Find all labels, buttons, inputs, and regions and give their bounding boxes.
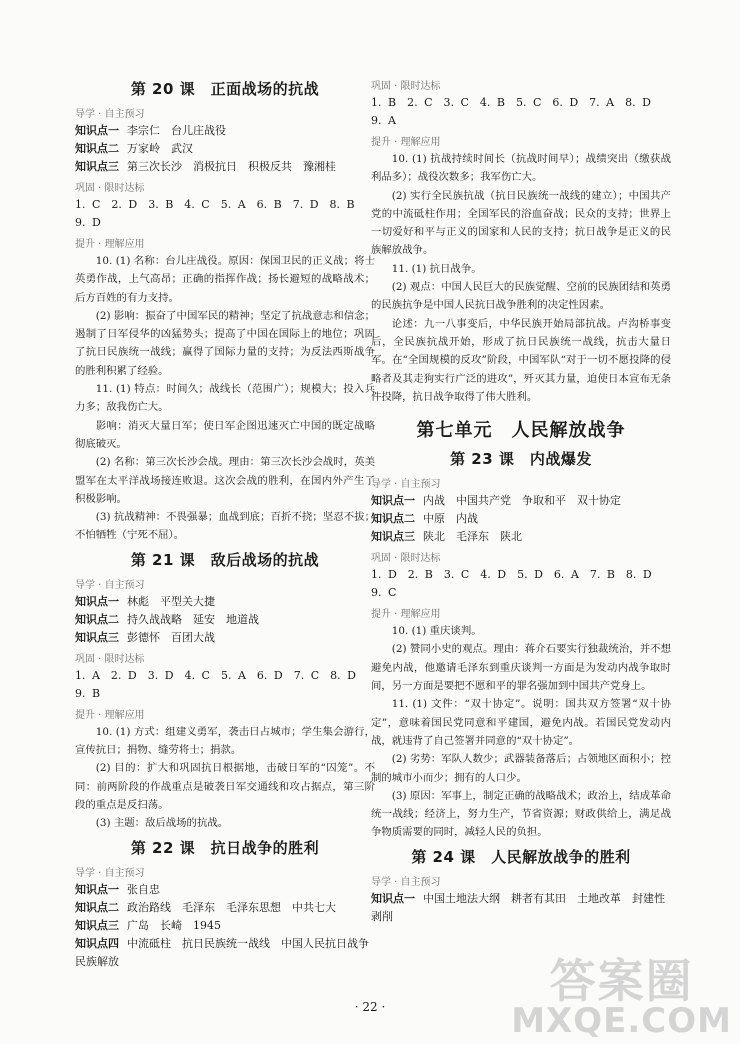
knowledge-point-text: 万家岭 武汉: [127, 142, 193, 155]
answer-paragraph: (2) 目的：扩大和巩固抗日根据地，击破日军的“囚笼”。不同：前两阶段的作战重点是破袭日军交通线和攻占据点，第三阶段的重点是反扫荡。: [75, 762, 375, 811]
knowledge-point-label: 知识点二: [75, 612, 119, 626]
knowledge-point-text: 陕北 毛泽东 陕北: [423, 530, 522, 544]
knowledge-point-text: 张自忠: [127, 882, 160, 896]
knowledge-point-text: 广岛 长崎 1945: [127, 918, 221, 932]
answer-paragraph: 11. (1) 文件：“双十协定”。说明：国共双方签署“双十协定”，意味着国民党同意和平建国，避免内战。若国民党发动内战，就违背了自己签署并同意的“双十协定”。: [371, 698, 671, 747]
knowledge-point: [75, 935, 380, 971]
knowledge-point-text: 中原 内战: [423, 512, 478, 526]
answer-paragraph: 论述：九一八事变后，中华民族开始局部抗战。卢沟桥事变后，全民族抗战开始，形成了抗日民族统一战线，抗击大量日军。在“全国规模的反攻”阶段，中国军队“对于一切不愿投降的侵略者及其走狗实行广泛的进攻”，歼灭其力量，迫使日本宣布无条件投降，抗日战争取得了伟大胜利。: [371, 317, 671, 403]
section-label: 提升 · 理解应用: [371, 609, 441, 621]
knowledge-point: [371, 510, 671, 528]
answer-paragraph: (2) 赞同小史的观点。理由：蒋介石要实行独裁统治，并不想避免内战，他邀请毛泽东到重庆谈判一方面是为发动内战争取时间，另一方面是要把不愿和平的罪名强加到中国共产党身上。: [371, 643, 671, 693]
knowledge-point: [75, 593, 375, 611]
knowledge-point-label: 知识点三: [75, 160, 119, 173]
watermark-logo: [511, 954, 732, 1041]
knowledge-point: [75, 158, 375, 176]
section-label: 巩固 · 限时达标: [75, 653, 145, 665]
knowledge-point: [75, 140, 375, 158]
knowledge-point-label: 知识点一: [75, 594, 119, 608]
answer-paragraph: (2) 劣势：军队人数少；武器装备落后；占领地区面积小；控制的城市小而少；拥有的人口少。: [371, 753, 671, 784]
section-label: 导学 · 自主预习: [371, 479, 441, 491]
knowledge-point: [75, 122, 375, 140]
answer-paragraph: 11. (1) 抗日战争。: [391, 262, 482, 275]
knowledge-point-text: 中国土地法大纲 耕者有其田 土地改革 封建性剥削: [371, 891, 665, 923]
knowledge-point: [75, 899, 375, 917]
section-label: 导学 · 自主预习: [75, 109, 145, 120]
answer-paragraph: (3) 原因：军事上，制定正确的战略战术；政治上，结成革命统一战线；经济上，努力生产，节省资源；财政供给上，满足战争物质需要的同时，减轻人民的负担。: [371, 789, 671, 839]
knowledge-point: [371, 890, 671, 926]
page-number: · 22 ·: [354, 1000, 386, 1014]
knowledge-point-text: 持久战战略 延安 地道战: [127, 612, 259, 626]
knowledge-point-label: 知识点一: [75, 124, 119, 137]
answer-paragraph: (2) 实行全民族抗战（抗日民族统一战线的建立）；中国共产党的中流砥柱作用；全国军民的浴血奋战；民众的支持；世界上一切爱好和平与正义的国家和人民的支持；抗日战争是正义的民族解放战争。: [371, 189, 671, 257]
knowledge-point: [75, 881, 375, 899]
section-label: 巩固 · 限时达标: [371, 553, 441, 565]
answer-paragraph: 11. (1) 特点：时间久；战线长（范围广）；规模大；投入兵力多；敌我伤亡大。: [75, 383, 375, 414]
watermark-line2: MXQE.COM: [511, 1001, 732, 1041]
knowledge-point-text: 政治路线 毛泽东 毛泽东思想 中共七大: [127, 900, 336, 914]
knowledge-point: [371, 528, 671, 546]
knowledge-point: [75, 917, 375, 935]
answer-paragraph: 影响：消灭大量日军；使日军企图迅速灭亡中国的既定战略彻底破灭。: [75, 419, 375, 450]
knowledge-point-label: 知识点一: [371, 891, 415, 905]
knowledge-point: [371, 492, 671, 510]
knowledge-point-label: 知识点三: [75, 918, 119, 932]
unit-title: 第七单元 人民解放战争: [416, 420, 626, 442]
knowledge-point-label: 知识点二: [75, 900, 119, 914]
watermark-line1: 答案圈: [549, 954, 694, 1008]
knowledge-point-label: 知识点一: [75, 882, 119, 896]
section-label: 提升 · 理解应用: [75, 709, 145, 721]
answer-paragraph: (3) 主题：敌后战场的抗战。: [95, 817, 229, 830]
knowledge-point-text: 内战 中国共产党 争取和平 双十协定: [423, 494, 621, 508]
knowledge-point-label: 知识点三: [371, 530, 415, 544]
answer-key: 1. C 2. D 3. B 4. C 5. A 6. B 7. D 8. B 9. D: [75, 198, 366, 229]
lesson-title: 第 21 课 敌后战场的抗战: [130, 550, 320, 569]
knowledge-point-label: 知识点一: [371, 494, 415, 508]
knowledge-point-text: 彭德怀 百团大战: [127, 630, 215, 644]
section-label: 导学 · 自主预习: [371, 876, 441, 888]
knowledge-point: [75, 629, 375, 647]
answer-key: 1. A 2. D 3. D 4. C 5. A 6. D 7. C 8. D 9. B: [75, 668, 367, 700]
knowledge-point-label: 知识点三: [75, 630, 119, 644]
lesson-title: 第 20 课 正面战场的抗战: [130, 80, 320, 98]
lesson-title: 第 24 课 人民解放战争的胜利: [411, 847, 631, 866]
answer-paragraph: 10. (1) 重庆谈判。: [391, 625, 482, 638]
knowledge-point-text: 林彪 平型关大捷: [127, 594, 215, 608]
section-label: 提升 · 理解应用: [371, 137, 441, 148]
answer-paragraph: (2) 观点：中国人民巨大的民族觉醒、空前的民族团结和英勇的民族抗争是中国人民抗日战争胜利的决定性因素。: [371, 281, 671, 312]
knowledge-point-text: 第三次长沙 消极抗日 积极反共 豫湘桂: [127, 160, 336, 173]
answer-paragraph: 10. (1) 方式：组建义勇军，袭击日占城市；学生集会游行，宣传抗日；捐物、缝劳将士；捐款。: [75, 725, 375, 757]
lesson-title: 第 23 课 内战爆发: [450, 450, 592, 469]
left-column: [75, 74, 380, 971]
section-label: 巩固 · 限时达标: [371, 81, 441, 92]
knowledge-point-text: 李宗仁 台儿庄战役: [127, 124, 226, 137]
answer-paragraph: 10. (1) 抗战持续时间长（抗战时间早）；战绩突出（缴获战利品多）；战役次数多；我军伤亡大。: [371, 153, 671, 184]
knowledge-point: [75, 611, 375, 629]
knowledge-point-label: 知识点二: [371, 512, 415, 526]
lesson-title: 第 22 课 抗日战争的胜利: [130, 838, 320, 857]
section-label: 巩固 · 限时达标: [75, 183, 145, 194]
knowledge-point-label: 知识点二: [75, 142, 119, 155]
answer-paragraph: (2) 名称：第三次长沙会战。理由：第三次长沙会战时，英美盟军在太平洋战场接连败退。这次会战的胜利，在国内外产生了积极影响。: [75, 456, 375, 505]
answer-key: 1. B 2. C 3. C 4. B 5. C 6. D 7. A 8. D 9. A: [371, 96, 662, 127]
answer-paragraph: 10. (1) 名称：台儿庄战役。原因：保国卫民的正义战；将士英勇作战，上气高昂；正确的指挥作战；扬长避短的战略战术；后方百姓的有力支持。: [75, 255, 375, 304]
section-label: 导学 · 自主预习: [75, 579, 145, 591]
answer-paragraph: (2) 影响：振奋了中国军民的精神；坚定了抗战意志和信念；遏制了日军侵华的凶猛势头；提高了中国在国际上的地位；巩固了抗日民族统一战线；赢得了国际力量的支持；为反法西斯战争的胜利积累了经验。: [75, 309, 375, 377]
right-column: [371, 74, 671, 926]
answer-paragraph: (3) 抗战精神：不畏强暴；血战到底；百折不挠；坚忍不拔；不怕牺牲（宁死不屈）。: [75, 511, 375, 542]
knowledge-point-text: 中流砥柱 抗日民族统一战线 中国人民抗日战争 民族解放: [75, 936, 380, 968]
knowledge-point-label: 知识点四: [75, 936, 119, 950]
section-label: 提升 · 理解应用: [75, 239, 145, 250]
section-label: 导学 · 自主预习: [75, 867, 145, 879]
answer-key: 1. D 2. B 3. C 4. D 5. D 6. A 7. B 8. D 9. C: [371, 568, 663, 600]
